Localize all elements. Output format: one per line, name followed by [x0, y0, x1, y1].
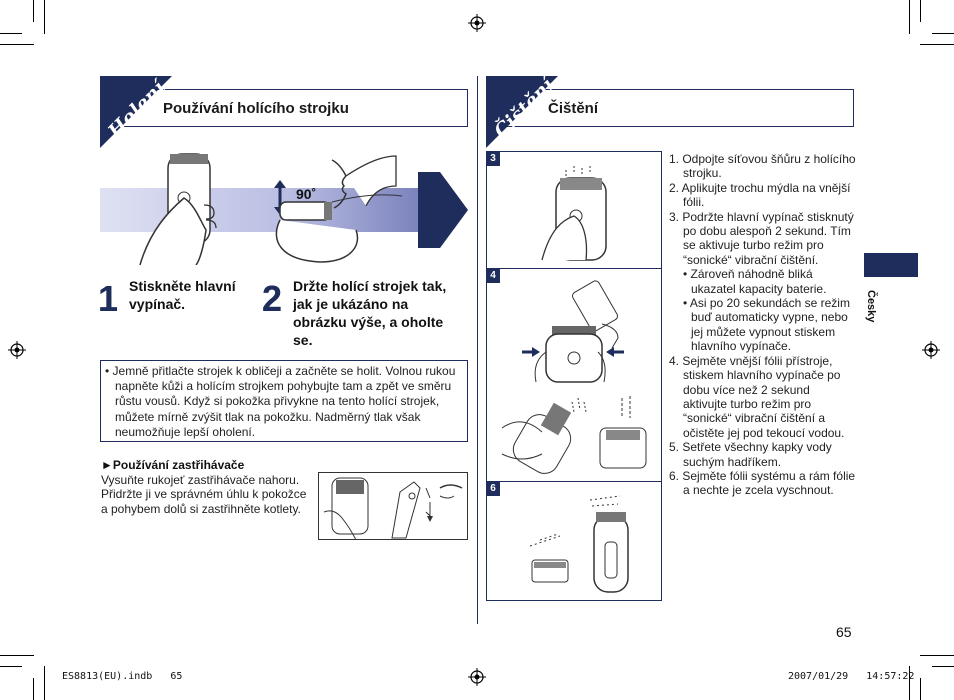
shaving-note-box	[100, 360, 468, 442]
crop-mark	[920, 678, 921, 700]
instruction-3-note-a: • Zároveň náhodně bliká ukazatel kapacity baterie.	[683, 267, 827, 296]
panel-3-illustration	[540, 160, 620, 265]
angle-label: 90˚	[296, 186, 317, 202]
trimmer-title: ►Používání zastřihávače	[101, 458, 245, 472]
shaving-illustration	[100, 150, 470, 265]
instruction-1: 1. Odpojte síťovou šňůru z holícího strojku.	[669, 152, 856, 181]
page-title: Používání holícího strojku	[163, 100, 349, 117]
crop-mark	[0, 33, 22, 34]
shaving-note-text: • Jemně přitlačte strojek k obličeji a začněte se holit. Volnou rukou napněte kůži a holícím strojkem pohybujte tam a zpět ve směru růstu vousů. Když si pokožka přivykne na tento holící strojek, můžete mírně zvýšit tlak na pokožku. Nadměrný tlak však neumožňuje lepší oholení.	[105, 364, 456, 439]
footer-date: 2007/01/29 14:57:22	[788, 671, 915, 682]
page-number: 65	[836, 624, 852, 640]
panel-number-4: 4	[486, 269, 500, 283]
step-1-text: Stiskněte hlavní vypínač.	[129, 278, 236, 312]
language-tab	[864, 253, 918, 277]
cleaning-instructions	[669, 152, 857, 498]
section-tab-label: Holení	[104, 76, 170, 143]
instruction-3: 3. Podržte hlavní vypínač stisknutý po dobu alespoň 2 sekund. Tím se aktivuje turbo režim pro “sonické“ vibrační čištění.	[669, 209, 854, 267]
panel-4-illustration	[496, 278, 660, 478]
crop-mark	[920, 0, 921, 22]
registration-mark-icon	[8, 341, 26, 359]
language-label: Česky	[865, 290, 877, 323]
panel-6-illustration	[520, 490, 640, 596]
registration-mark-icon	[468, 668, 486, 686]
step-number-2: 2	[262, 278, 283, 319]
trimmer-illustration	[318, 472, 468, 540]
instruction-5: 5. Setřete všechny kapky vody suchým hadříkem.	[669, 440, 832, 469]
instruction-4: 4. Sejměte vnější fólii přístroje, stiskem hlavního vypínače po dobu více než 2 sekund aktivujte turbo režim pro “sonické“ vibrační čištění a očistěte jej pod tekoucí vodou.	[669, 353, 845, 440]
column-divider	[477, 76, 478, 624]
crop-mark	[0, 655, 34, 656]
crop-mark	[932, 666, 954, 667]
crop-mark	[920, 44, 954, 45]
crop-mark	[0, 44, 34, 45]
crop-mark	[33, 678, 34, 700]
registration-mark-icon	[468, 14, 486, 32]
crop-mark	[44, 666, 45, 700]
crop-mark	[909, 0, 910, 34]
registration-mark-icon	[922, 341, 940, 359]
crop-mark	[0, 666, 22, 667]
crop-mark	[920, 655, 954, 656]
step-2-text: Držte holící strojek tak, jak je ukázáno na obrázku výše, a oholte se.	[293, 278, 447, 348]
instruction-2: 2. Aplikujte trochu mýdla na vnější fólii.	[669, 180, 851, 210]
crop-mark	[44, 0, 45, 34]
panel-divider	[486, 481, 661, 482]
footer-file: ES8813(EU).indb 65	[62, 671, 183, 682]
panel-divider	[486, 268, 661, 269]
panel-number-3: 3	[486, 152, 500, 166]
step-number-1: 1	[98, 278, 119, 319]
instruction-3-note-b: • Asi po 20 sekundách se režim buď automaticky vypne, nebo jej můžete vypnout stiskem hlavního vypínače.	[683, 296, 850, 354]
section-title: Čištění	[548, 100, 599, 117]
section-tab-label: Čištění	[490, 74, 559, 143]
trimmer-text: Vysuňte rukojeť zastřihávače nahoru. Přidržte ji ve správném úhlu k pokožce a pohybem dolů si zastřihněte kotlety.	[101, 473, 307, 516]
crop-mark	[932, 33, 954, 34]
instruction-6: 6. Sejměte fólii systému a rám fólie a nechte je zcela vyschnout.	[669, 468, 856, 498]
crop-mark	[33, 0, 34, 22]
panel-number-6: 6	[486, 482, 500, 496]
